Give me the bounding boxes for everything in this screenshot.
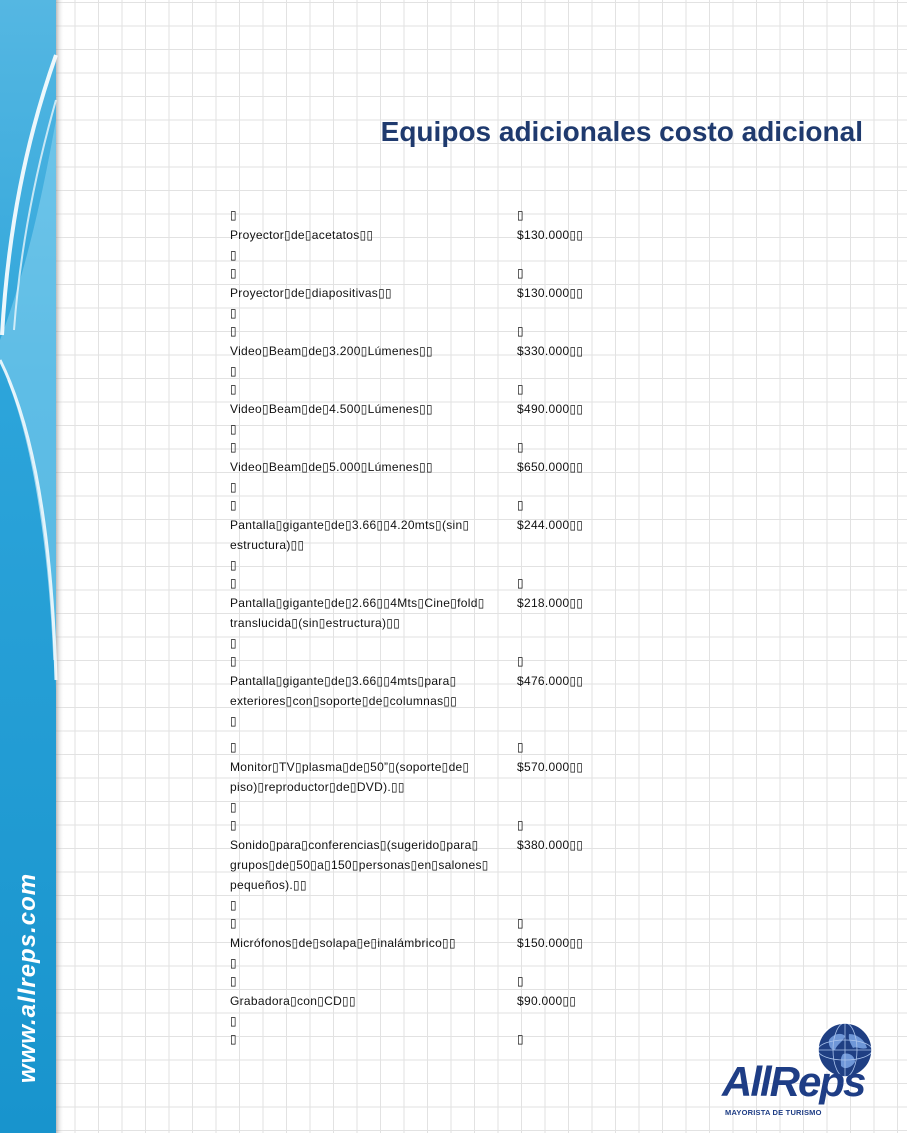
- marker: ▯: [517, 498, 524, 512]
- equipment-name-line: Pantalla▯gigante▯de▯2.66▯▯4Mts▯Cine▯fold▯: [230, 596, 485, 610]
- equipment-price: $476.000▯▯: [517, 674, 584, 688]
- marker: ▯: [517, 266, 524, 280]
- marker: ▯: [230, 480, 237, 494]
- equipment-row: [230, 321, 670, 381]
- equipment-price: $218.000▯▯: [517, 596, 584, 610]
- equipment-price-cell: [517, 737, 670, 817]
- equipment-name-line: Micrófonos▯de▯solapa▯e▯inalámbrico▯▯: [230, 936, 456, 950]
- equipment-description: [230, 205, 517, 265]
- marker: ▯: [517, 974, 524, 988]
- marker: ▯: [230, 654, 237, 668]
- equipment-name-line: estructura)▯▯: [230, 538, 305, 552]
- equipment-price-cell: [517, 205, 670, 265]
- marker: ▯: [517, 1032, 524, 1046]
- equipment-description: [230, 495, 517, 575]
- website-url: www.allreps.com: [14, 872, 41, 1084]
- marker: ▯: [230, 324, 237, 338]
- marker: ▯: [517, 440, 524, 454]
- equipment-price: $490.000▯▯: [517, 402, 584, 416]
- marker: ▯: [517, 324, 524, 338]
- equipment-name-line: Video▯Beam▯de▯3.200▯Lúmenes▯▯: [230, 344, 433, 358]
- equipment-price-cell: [517, 379, 670, 439]
- equipment-price-cell: [517, 971, 670, 1031]
- marker: ▯: [517, 208, 524, 222]
- marker: ▯: [230, 1032, 237, 1046]
- equipment-row: [230, 971, 670, 1031]
- equipment-name-line: pequeños).▯▯: [230, 878, 307, 892]
- equipment-description: [230, 815, 517, 915]
- marker: ▯: [517, 576, 524, 590]
- equipment-price: $130.000▯▯: [517, 286, 584, 300]
- equipment-price: $130.000▯▯: [517, 228, 584, 242]
- equipment-price-cell: [517, 495, 670, 575]
- equipment-name-line: translucida▯(sin▯estructura)▯▯: [230, 616, 401, 630]
- equipment-row-end: [230, 1029, 670, 1049]
- allreps-logo: [718, 1018, 888, 1123]
- equipment-description: [230, 913, 517, 973]
- marker: ▯: [230, 898, 237, 912]
- equipment-description: [230, 971, 517, 1031]
- marker: ▯: [230, 956, 237, 970]
- equipment-price-cell: [517, 1029, 670, 1049]
- marker: ▯: [230, 382, 237, 396]
- equipment-name-line: Video▯Beam▯de▯5.000▯Lúmenes▯▯: [230, 460, 433, 474]
- equipment-name-line: Video▯Beam▯de▯4.500▯Lúmenes▯▯: [230, 402, 433, 416]
- equipment-row: [230, 437, 670, 497]
- equipment-price-cell: [517, 651, 670, 731]
- marker: ▯: [230, 800, 237, 814]
- equipment-row: [230, 737, 670, 817]
- equipment-name-line: Proyector▯de▯diapositivas▯▯: [230, 286, 392, 300]
- marker: ▯: [230, 422, 237, 436]
- marker: ▯: [230, 440, 237, 454]
- equipment-name-line: Pantalla▯gigante▯de▯3.66▯▯4.20mts▯(sin▯: [230, 518, 470, 532]
- equipment-description: [230, 263, 517, 323]
- marker: ▯: [230, 714, 237, 728]
- equipment-description: [230, 321, 517, 381]
- equipment-price: $380.000▯▯: [517, 838, 584, 852]
- equipment-name-line: Grabadora▯con▯CD▯▯: [230, 994, 356, 1008]
- logo-wordmark: AllReps: [722, 1058, 865, 1105]
- equipment-price-cell: [517, 437, 670, 497]
- equipment-price: $244.000▯▯: [517, 518, 584, 532]
- marker: ▯: [517, 818, 524, 832]
- equipment-price: $150.000▯▯: [517, 936, 584, 950]
- marker: ▯: [230, 818, 237, 832]
- equipment-price-cell: [517, 321, 670, 381]
- marker: ▯: [230, 266, 237, 280]
- equipment-price-list: [230, 205, 670, 1047]
- equipment-description: [230, 379, 517, 439]
- equipment-name-line: Monitor▯TV▯plasma▯de▯50”▯(soporte▯de▯: [230, 760, 470, 774]
- marker: ▯: [517, 740, 524, 754]
- equipment-row: [230, 815, 670, 915]
- equipment-price: $650.000▯▯: [517, 460, 584, 474]
- equipment-description: [230, 651, 517, 731]
- marker: ▯: [517, 382, 524, 396]
- slide-title: Equipos adicionales costo adicional: [380, 116, 863, 147]
- equipment-name-line: grupos▯de▯50▯a▯150▯personas▯en▯salones▯: [230, 858, 489, 872]
- equipment-description: [230, 737, 517, 817]
- marker: ▯: [517, 916, 524, 930]
- marker: ▯: [230, 364, 237, 378]
- equipment-row: [230, 495, 670, 575]
- marker: ▯: [230, 974, 237, 988]
- equipment-price: $570.000▯▯: [517, 760, 584, 774]
- marker: ▯: [230, 1014, 237, 1028]
- equipment-price-cell: [517, 913, 670, 973]
- marker: ▯: [230, 740, 237, 754]
- equipment-row: [230, 651, 670, 731]
- marker: ▯: [230, 636, 237, 650]
- equipment-price-cell: [517, 815, 670, 915]
- marker: ▯: [517, 654, 524, 668]
- equipment-name-line: exteriores▯con▯soporte▯de▯columnas▯▯: [230, 694, 458, 708]
- marker: ▯: [230, 208, 237, 222]
- equipment-row: [230, 573, 670, 653]
- equipment-name-line: Sonido▯para▯conferencias▯(sugerido▯para▯: [230, 838, 479, 852]
- marker: ▯: [230, 306, 237, 320]
- equipment-price: $330.000▯▯: [517, 344, 584, 358]
- marker: ▯: [230, 498, 237, 512]
- marker: ▯: [230, 248, 237, 262]
- equipment-name-line: Proyector▯de▯acetatos▯▯: [230, 228, 374, 242]
- equipment-price-cell: [517, 573, 670, 653]
- equipment-description: [230, 573, 517, 653]
- logo-tagline: MAYORISTA DE TURISMO: [725, 1108, 822, 1117]
- equipment-row: [230, 263, 670, 323]
- equipment-name-line: piso)▯reproductor▯de▯DVD).▯▯: [230, 780, 405, 794]
- equipment-price-cell: [517, 263, 670, 323]
- marker: ▯: [230, 576, 237, 590]
- marker: ▯: [230, 916, 237, 930]
- equipment-row: [230, 379, 670, 439]
- marker: ▯: [230, 558, 237, 572]
- equipment-row: [230, 205, 670, 265]
- equipment-price: $90.000▯▯: [517, 994, 577, 1008]
- equipment-name-line: Pantalla▯gigante▯de▯3.66▯▯4mts▯para▯: [230, 674, 457, 688]
- equipment-row: [230, 913, 670, 973]
- equipment-description: [230, 1029, 517, 1049]
- equipment-description: [230, 437, 517, 497]
